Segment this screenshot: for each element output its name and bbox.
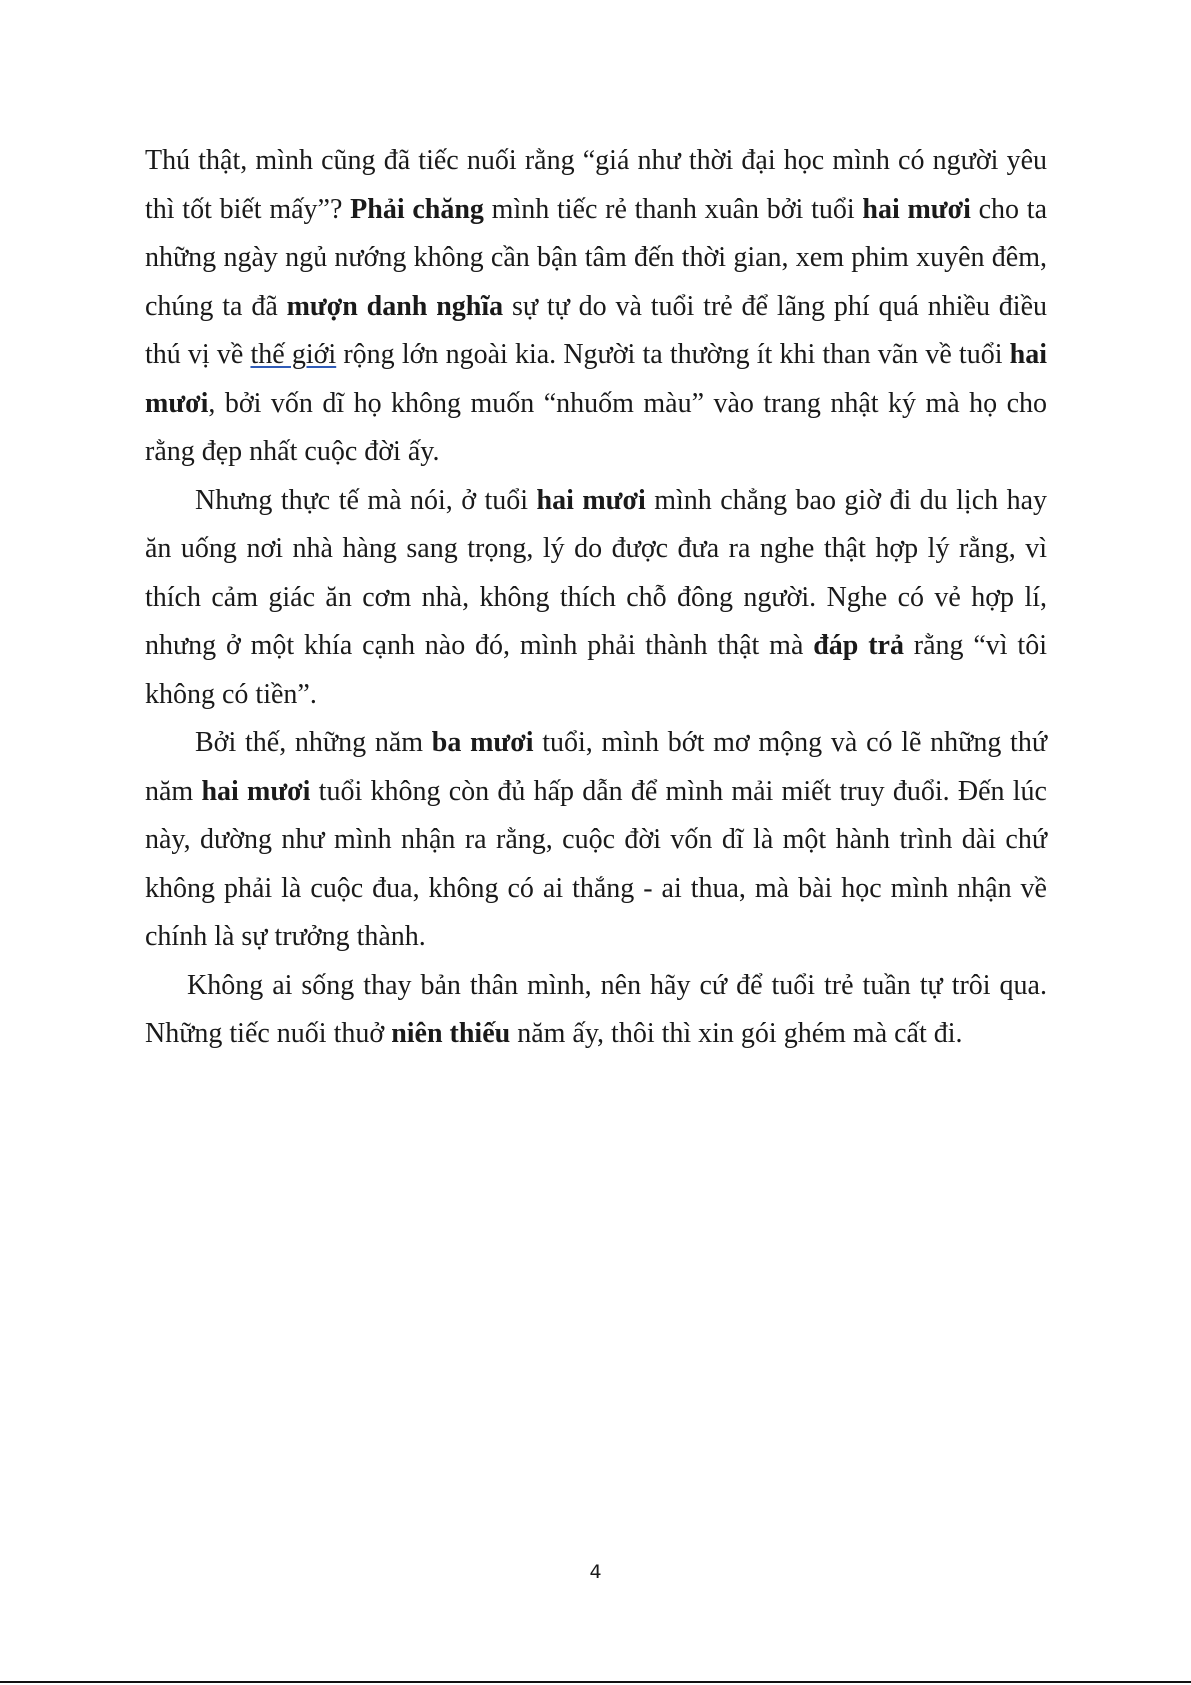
paragraph-3: Bởi thế, những năm ba mươi tuổi, mình bớt mơ mộng và có lẽ những thứ năm hai mươi tuổi không còn đủ hấp dẫn để mình mải miết truy đuổi. Đến lúc này, dường như mình nhận ra rằng, cuộc đời vốn dĩ là một hành trình dài chứ không phải là cuộc đua, không có ai thắng - ai thua, mà bài học mình nhận về chính là sự trưởng thành. <box>145 727 1048 952</box>
bold-phrase: hai mươi <box>536 484 646 516</box>
paragraph-4: Không ai sống thay bản thân mình, nên hãy cứ để tuổi trẻ tuần tự trôi qua. Những tiếc nuối thuở niên thiếu năm ấy, thôi thì xin gói ghém mà cất đi. <box>145 969 1047 1049</box>
page-number: 4 <box>589 1561 602 1583</box>
bold-phrase: hai mươi <box>201 775 311 807</box>
bold-phrase: niên thiếu <box>391 1018 511 1049</box>
paragraph-2: Nhưng thực tế mà nói, ở tuổi hai mươi mình chẳng bao giờ đi du lịch hay ăn uống nơi nhà hàng sang trọng, lý do được đưa ra nghe thật hợp lý rằng, vì thích cảm giác ăn cơm nhà, không thích chỗ đông người. Nghe có vẻ hợp lí, nhưng ở một khía cạnh nào đó, mình phải thành thật mà đáp trả rằng “vì tôi không có tiền”. <box>145 484 1048 710</box>
body-text <box>145 137 1047 1059</box>
bold-phrase: ba mươi <box>431 727 534 758</box>
bold-phrase: đáp trả <box>813 630 904 661</box>
bold-phrase: mượn danh nghĩa <box>286 290 504 322</box>
hyperlink-the-gioi[interactable]: thế giới <box>250 339 337 370</box>
bold-phrase: Phải chăng <box>350 193 484 225</box>
footer-divider <box>0 1681 1191 1683</box>
bold-phrase: hai mươi <box>862 193 971 225</box>
paragraph-1: Thú thật, mình cũng đã tiếc nuối rằng “giá như thời đại học mình có người yêu thì tốt biết mấy”? Phải chăng mình tiếc rẻ thanh xuân bởi tuổi hai mươi cho ta những ngày ngủ nướng không cần bận tâm đến thời gian, xem phim xuyên đêm, chúng ta đã mượn danh nghĩa sự tự do và tuổi trẻ để lãng phí quá nhiều điều thú vị về thế giới rộng lớn ngoài kia. Người ta thường ít khi than vãn về tuổi hai mươi, bởi vốn dĩ họ không muốn “nhuốm màu” vào trang nhật ký mà họ cho rằng đẹp nhất cuộc đời ấy. <box>145 145 1048 467</box>
bold-phrase: hai mươi <box>145 339 1047 419</box>
